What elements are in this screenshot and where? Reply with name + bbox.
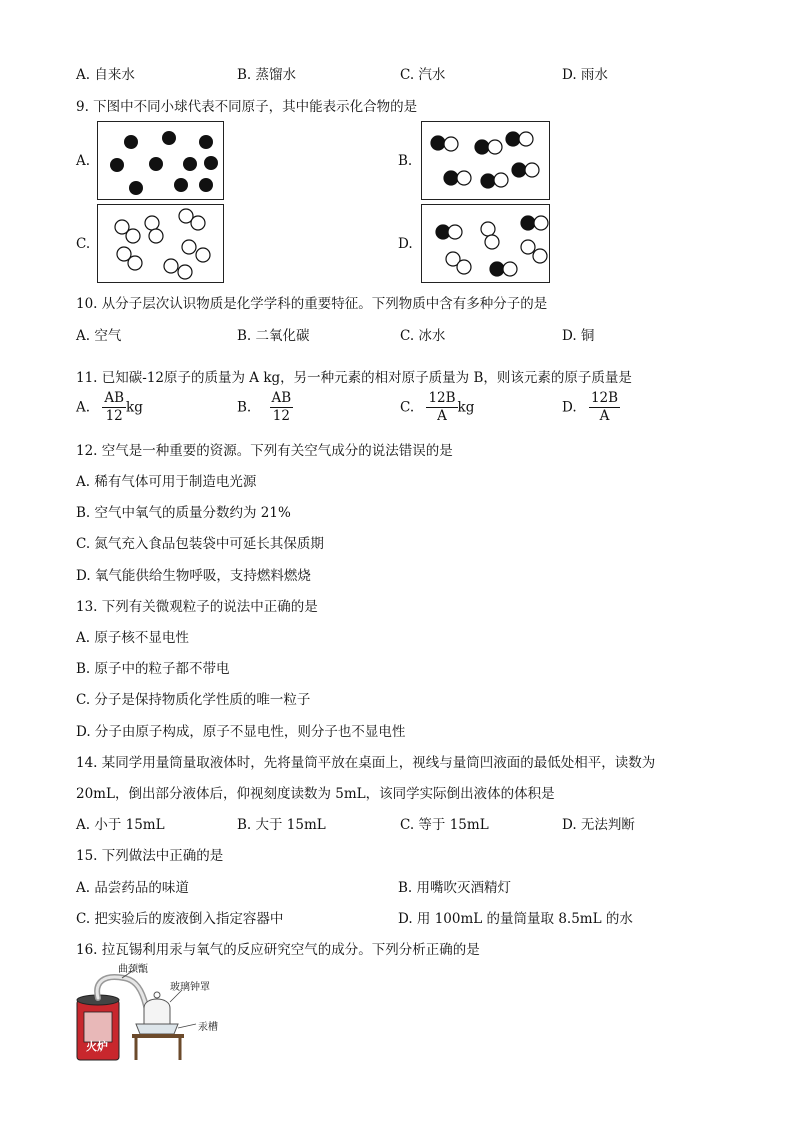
q11-option-c-label: C. [400,399,415,416]
q12-option-a: A. 稀有气体可用于制造电光源 [76,474,257,490]
q8-option-b: B. 蒸馏水 [237,67,297,83]
q11-stem: 11. 已知碳-12原子的质量为 A kg，另一种元素的相对原子质量为 B，则该元素的原子质量是 [76,370,632,386]
q13-option-d: D. 分子由原子构成，原子不显电性，则分子也不显电性 [76,724,406,740]
q15-option-a: A. 品尝药品的味道 [76,880,189,896]
q11-option-c-denominator: A [437,407,447,424]
q11-option-b-denominator: 12 [272,407,290,424]
q9-diagram-a [97,121,224,200]
q8-option-c: C. 汽水 [400,67,446,83]
q13-stem: 13. 下列有关微观粒子的说法中正确的是 [76,599,318,615]
q11-option-b-label: B. [237,399,252,416]
mercury-trough-label: 汞槽 [198,1022,218,1033]
q11-option-c-unit: kg [457,399,475,416]
q8-option-a: A. 自来水 [76,67,135,83]
q13-option-b: B. 原子中的粒子都不带电 [76,661,230,677]
q9-diagram-b [421,121,550,200]
q11-option-d-numerator: 12B [590,390,619,406]
q10-option-b: B. 二氧化碳 [237,328,310,344]
q11-option-a-unit: kg [126,399,143,416]
q12-option-c: C. 氮气充入食品包装袋中可延长其保质期 [76,536,324,552]
q14-option-b: B. 大于 15mL [237,817,326,833]
q11-option-d-fraction [589,390,620,425]
q14-option-d: D. 无法判断 [562,817,635,833]
q11-option-a-denominator: 12 [105,407,123,424]
q9-label-b: B. [398,153,413,169]
q12-option-b: B. 空气中氧气的质量分数约为 21% [76,505,291,521]
q11-option-d-label: D. [562,399,577,416]
q12-stem: 12. 空气是一种重要的资源。下列有关空气成分的说法错误的是 [76,443,453,459]
q9-stem: 9. 下图中不同小球代表不同原子，其中能表示化合物的是 [76,99,418,115]
q10-option-a: A. 空气 [76,328,122,344]
q15-option-d: D. 用 100mL 的量筒量取 8.5mL 的水 [398,911,633,927]
q16-stem: 16. 拉瓦锡利用汞与氧气的反应研究空气的成分。下列分析正确的是 [76,942,480,958]
q12-option-d: D. 氧气能供给生物呼吸，支持燃料燃烧 [76,568,311,584]
q11-option-b-fraction [270,390,294,425]
q15-option-c: C. 把实验后的废液倒入指定容器中 [76,911,284,927]
q11-option-c-fraction [426,390,457,425]
q10-option-c: C. 冰水 [400,328,446,344]
q15-stem: 15. 下列做法中正确的是 [76,848,224,864]
q9-label-d: D. [398,236,413,252]
q11-option-b [237,390,293,425]
q9-diagram-c [97,204,224,283]
q16-diagram [74,960,254,1064]
q14-option-a: A. 小于 15mL [76,817,165,833]
q13-option-c: C. 分子是保持物质化学性质的唯一粒子 [76,692,311,708]
q9-diagram-d [421,204,550,283]
q14-stem-line2: 20mL，倒出部分液体后，仰视刻度读数为 5mL，该同学实际倒出液体的体积是 [76,786,555,802]
retort-label: 曲颈甑 [118,964,148,975]
q9-label-c: C. [76,236,91,252]
q11-option-d-denominator: A [599,407,610,424]
q11-option-c [400,390,474,425]
q14-stem-line1: 14. 某同学用量筒量取液体时，先将量筒平放在桌面上，视线与量筒凹液面的最低处相平，读数为 [76,755,656,771]
q11-option-a-numerator: AB [104,390,125,406]
q15-option-b: B. 用嘴吹灭酒精灯 [398,880,512,896]
q10-option-d: D. 铜 [562,328,595,344]
q11-option-b-numerator: AB [271,390,292,406]
q13-option-a: A. 原子核不显电性 [76,630,189,646]
q9-label-a: A. [76,153,91,169]
q8-option-d: D. 雨水 [562,67,608,83]
q14-option-c: C. 等于 15mL [400,817,489,833]
q11-option-a-label: A. [76,399,91,416]
q10-stem: 10. 从分子层次认识物质是化学学科的重要特征。下列物质中含有多种分子的是 [76,296,548,312]
q11-option-d [562,390,620,425]
furnace-label: 火炉 [86,1040,108,1053]
q11-option-a [76,390,143,425]
bell-jar-label: 玻璃钟罩 [170,982,210,993]
q11-option-c-numerator: 12B [428,390,456,406]
q11-option-a-fraction [102,390,126,425]
